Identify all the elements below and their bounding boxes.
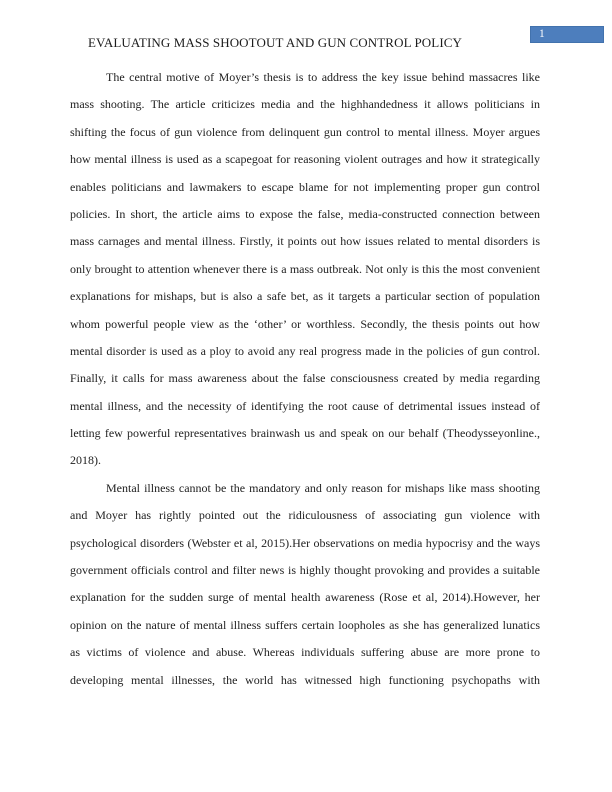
text-line: Finally, it calls for mass awareness about the false consciousness created by media regarding	[70, 371, 540, 386]
document-body	[70, 64, 540, 694]
text-line: mass carnages and mental illness. Firstly, it points out how issues related to mental disorders is	[70, 234, 540, 249]
text-line: mental disorder is used as a ploy to avoid any real progress made in the policies of gun control.	[70, 343, 540, 358]
text-line: 2018).	[70, 453, 101, 468]
text-line: mental illness, and the necessity of identifying the root cause of detrimental issues instead of	[70, 398, 540, 413]
text-line: opinion on the nature of mental illness suffers certain loopholes as she has generalized lunatics	[70, 617, 540, 632]
text-line: The central motive of Moyer’s thesis is to address the key issue behind massacres like	[106, 70, 540, 84]
text-line: as victims of violence and abuse. Whereas individuals suffering abuse are more prone to	[70, 645, 540, 660]
text-line: Mental illness cannot be the mandatory and only reason for mishaps like mass shooting	[106, 480, 540, 495]
text-line: policies. In short, the article aims to expose the false, media-constructed connection between	[70, 206, 540, 221]
text-line: and Moyer has rightly pointed out the ridiculousness of associating gun violence with	[70, 508, 540, 523]
page-number: 1	[539, 28, 545, 40]
text-line: mass shooting. The article criticizes media and the highhandedness it allows politicians in	[70, 97, 540, 112]
text-line: explanations for mishaps, but is also a safe bet, as it targets a particular section of population	[70, 289, 540, 304]
text-line: enables politicians and lawmakers to escape blame for not implementing proper gun control	[70, 179, 540, 194]
text-line: explanation for the sudden surge of mental health awareness (Rose et al, 2014).However, her	[70, 590, 540, 605]
page-header	[0, 0, 612, 60]
text-line: shifting the focus of gun violence from delinquent gun control to mental illness. Moyer argues	[70, 124, 540, 139]
text-line: letting few powerful representatives brainwash us and speak on our behalf (Theodysseyonline.,	[70, 426, 540, 441]
text-line: psychological disorders (Webster et al, 2015).Her observations on media hypocrisy and the ways	[70, 535, 540, 550]
text-line: whom powerful people view as the ‘other’ or worthless. Secondly, the thesis points out how	[70, 316, 540, 331]
page-number-field	[530, 26, 604, 43]
running-head-title: EVALUATING MASS SHOOTOUT AND GUN CONTROL POLICY	[88, 35, 463, 50]
text-line: developing mental illnesses, the world has witnessed high functioning psychopaths with	[70, 672, 540, 687]
text-line: how mental illness is used as a scapegoat for reasoning violent outrages and how it strategically	[70, 152, 540, 167]
text-line: government officials control and filter news is highly thought provoking and provides a suitable	[70, 563, 540, 578]
text-line: only brought to attention whenever there is a mass outbreak. Not only is this the most convenient	[70, 261, 540, 276]
